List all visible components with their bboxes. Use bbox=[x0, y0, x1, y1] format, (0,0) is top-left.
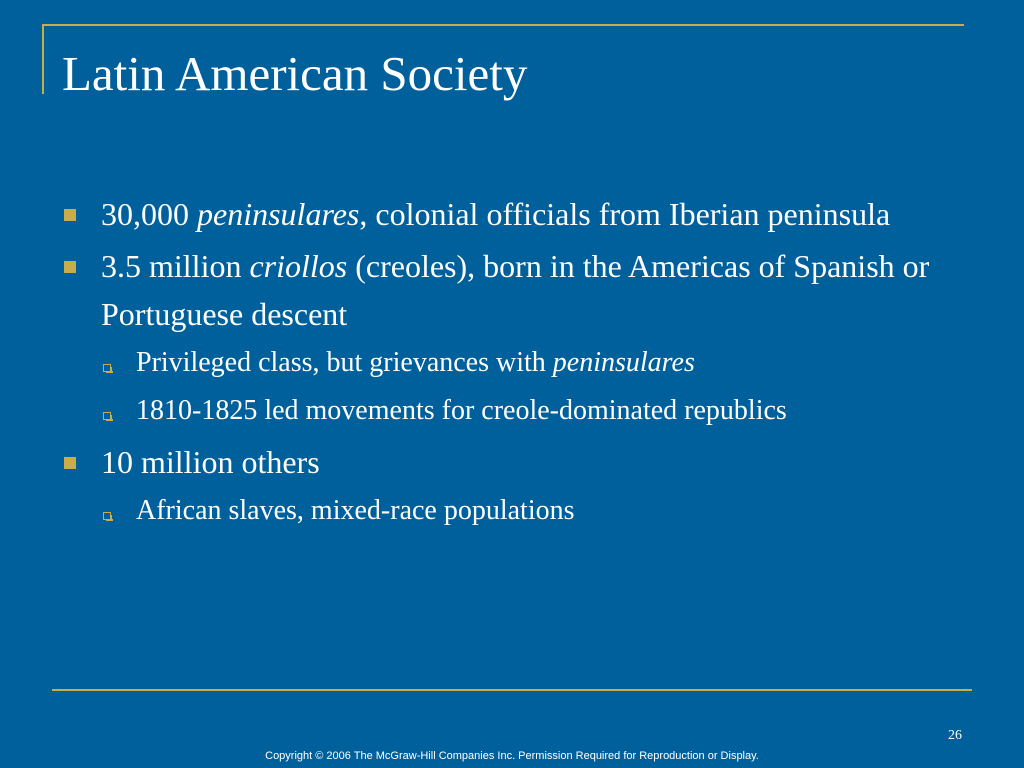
sub-bullet-item bbox=[100, 342, 944, 384]
bullet-item bbox=[64, 242, 944, 338]
sub-bullet-item bbox=[100, 390, 944, 432]
frame-top-rule bbox=[42, 24, 964, 26]
bullet-text-pre: 30,000 bbox=[101, 196, 197, 232]
bullet-text-pre: 3.5 million bbox=[101, 248, 250, 284]
bullet-text-pre: 10 million others bbox=[101, 444, 320, 480]
bottom-rule bbox=[52, 689, 972, 691]
sub-bullet-text-pre: African slaves, mixed-race populations bbox=[136, 495, 575, 526]
slide-title: Latin American Society bbox=[62, 46, 528, 101]
bullet-item bbox=[64, 438, 944, 486]
bullet-text-post: (creoles), born in the Americas of Spanish or Portuguese descent bbox=[101, 248, 930, 332]
copyright-notice: Copyright © 2006 The McGraw-Hill Companies Inc. Permission Required for Reproduction or Display. bbox=[265, 750, 759, 762]
frame-left-rule bbox=[42, 24, 44, 94]
bullet-text-em: criollos bbox=[249, 248, 348, 284]
sub-bullet-text-em: peninsulares bbox=[552, 347, 695, 378]
page-number: 26 bbox=[948, 728, 962, 743]
bullet-text-em: peninsulares bbox=[197, 196, 360, 232]
box-bullet-icon bbox=[103, 412, 111, 420]
square-bullet-icon bbox=[64, 209, 76, 221]
box-bullet-icon bbox=[103, 512, 111, 520]
bullet-text-post: , colonial officials from Iberian peninsula bbox=[359, 196, 891, 232]
square-bullet-icon bbox=[64, 261, 76, 273]
sub-bullet-text-pre: 1810-1825 led movements for creole-dominated republics bbox=[136, 395, 787, 426]
bullet-list bbox=[64, 190, 944, 538]
box-bullet-icon bbox=[103, 364, 111, 372]
sub-bullet-item bbox=[100, 490, 944, 532]
bullet-item bbox=[64, 190, 944, 238]
square-bullet-icon bbox=[64, 457, 76, 469]
sub-bullet-text-pre: Privileged class, but grievances with bbox=[136, 347, 553, 378]
